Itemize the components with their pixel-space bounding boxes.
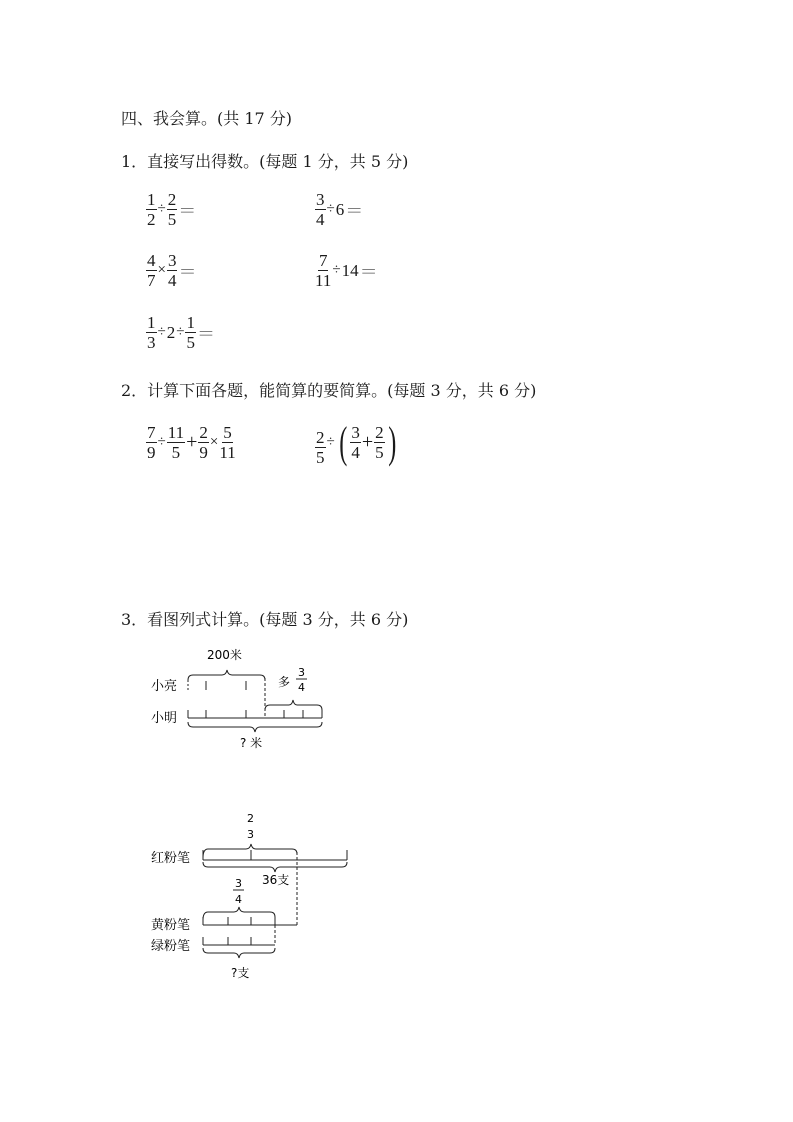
fraction: $\frac{2}{9}$	[199, 423, 208, 462]
q1-title: 1．直接写出得数。(每题 1 分，共 5 分)	[121, 152, 409, 171]
fraction: $\frac{5}{11}$	[219, 423, 236, 462]
operand: 6	[335, 199, 345, 219]
more-fraction-numerator: 3	[298, 666, 305, 679]
divide-operator: ÷	[157, 324, 166, 340]
label-200m: 200米	[207, 648, 242, 662]
equals-sign: ＝	[196, 323, 215, 344]
multiply-operator: ×	[209, 434, 219, 450]
operand: 2	[166, 322, 176, 342]
equals-sign: ＝	[359, 261, 378, 282]
plus-operator: +	[361, 431, 374, 453]
label-36: 36支	[262, 873, 290, 887]
plus-operator: +	[186, 431, 198, 453]
q2-title: 2．计算下面各题，能简算的要简算。(每题 3 分，共 6 分)	[121, 381, 537, 400]
fraction: $\frac{11}{5}$	[167, 423, 185, 462]
label-more: 多	[278, 675, 291, 689]
right-parenthesis: )	[387, 417, 397, 467]
fraction: $\frac{4}{7}$	[147, 251, 156, 290]
yellow-fraction-denominator: 4	[235, 893, 242, 906]
yellow-fraction-numerator: 3	[235, 877, 242, 890]
fraction: $\frac{7}{9}$	[147, 423, 156, 462]
fraction: $\frac{1}{5}$	[186, 313, 195, 352]
label-xiaoliang: 小亮	[151, 679, 178, 694]
fraction: $\frac{1}{3}$	[147, 313, 156, 352]
label-xiaoming: 小明	[151, 711, 178, 726]
label-red-chalk: 红粉笔	[151, 851, 191, 866]
equals-sign: ＝	[178, 200, 197, 221]
divide-operator: ÷	[157, 434, 166, 450]
divide-operator: ÷	[176, 324, 185, 340]
red-fraction-denominator: 3	[247, 828, 254, 841]
divide-operator: ÷	[326, 434, 335, 450]
fraction: $\frac{7}{11}$	[315, 251, 332, 290]
label-green-chalk: 绿粉笔	[151, 939, 191, 954]
fraction: $\frac{3}{4}$	[351, 423, 360, 462]
left-parenthesis: (	[339, 417, 348, 467]
divide-operator: ÷	[326, 201, 335, 217]
fraction: $\frac{1}{2}$	[147, 190, 156, 229]
fraction: $\frac{3}{4}$	[167, 251, 177, 290]
label-yellow-chalk: 黄粉笔	[151, 918, 191, 933]
label-unknown-count: ?支	[231, 966, 250, 980]
more-fraction-denominator: 4	[298, 681, 305, 694]
fraction: $\frac{2}{5}$	[316, 428, 325, 467]
label-unknown-meters: ? 米	[240, 736, 263, 750]
red-fraction-numerator: 2	[247, 812, 254, 825]
section-heading: 四、我会算。(共 17 分)	[121, 109, 293, 128]
equals-sign: ＝	[178, 261, 197, 282]
multiply-operator: ×	[157, 262, 166, 278]
fraction: $\frac{3}{4}$	[316, 190, 325, 229]
q3-title: 3．看图列式计算。(每题 3 分，共 6 分)	[121, 610, 409, 629]
divide-operator: ÷	[332, 262, 341, 278]
fraction: $\frac{2}{5}$	[167, 190, 177, 229]
divide-operator: ÷	[157, 201, 166, 217]
equals-sign: ＝	[345, 200, 364, 221]
operand: 14	[341, 260, 359, 280]
fraction: $\frac{2}{5}$	[375, 423, 384, 462]
